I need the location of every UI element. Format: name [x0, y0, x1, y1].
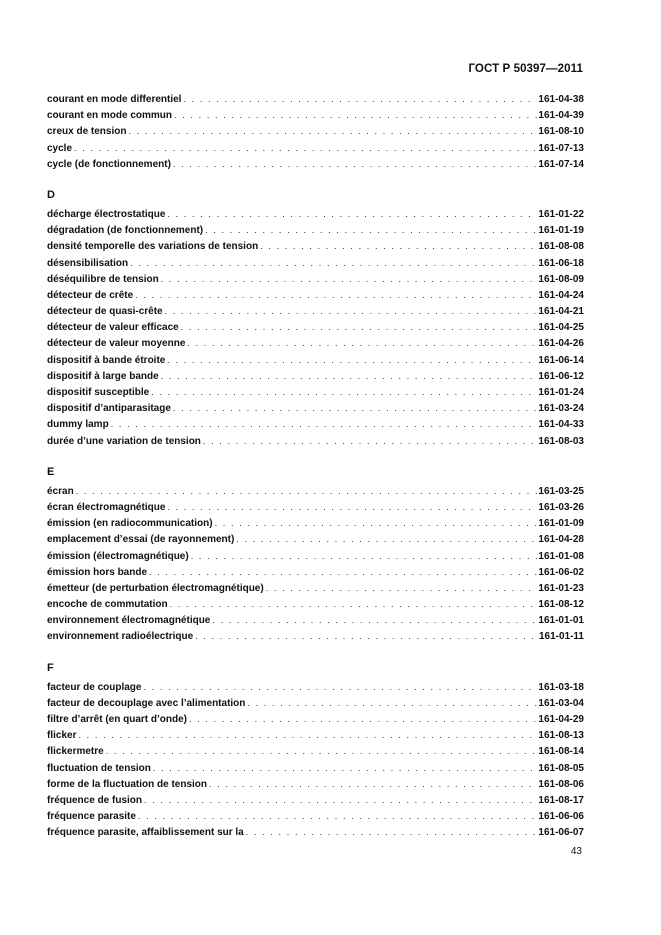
entry-term: dispositif d’antiparasitage [47, 403, 171, 415]
entry-reference: 161-08-12 [538, 599, 584, 611]
index-entry [47, 238, 584, 254]
index-entry [47, 548, 584, 564]
index-entry [47, 255, 584, 271]
dot-leader [247, 695, 537, 711]
index-entry [47, 760, 584, 776]
dot-leader [170, 596, 538, 612]
dot-leader [76, 483, 538, 499]
dot-leader [209, 776, 537, 792]
index-entry [47, 352, 584, 368]
index-entry [47, 743, 584, 759]
index-entry [47, 107, 584, 123]
entry-reference: 161-04-28 [538, 534, 584, 546]
dot-leader [167, 206, 537, 222]
index-entry [47, 287, 584, 303]
entry-term: encoche de commutation [47, 599, 168, 611]
entry-reference: 161-04-24 [538, 289, 584, 301]
dot-leader [161, 368, 538, 384]
entry-term: dispositif à large bande [47, 370, 159, 382]
entry-reference: 161-03-24 [538, 403, 584, 415]
dot-leader [161, 271, 538, 287]
entry-reference: 161-08-10 [538, 126, 584, 138]
entry-term: fréquence de fusion [47, 794, 143, 806]
entry-reference: 161-03-25 [538, 485, 584, 497]
entry-term: fréquence parasite, affaiblissement sur la [47, 827, 244, 839]
index-entry [47, 596, 584, 612]
index-entry [47, 384, 584, 400]
entry-term: creux de tension [47, 126, 127, 138]
entry-reference: 161-01-23 [538, 582, 584, 594]
entry-reference: 161-03-04 [538, 697, 584, 709]
entry-term: déséquilibre de tension [47, 273, 159, 285]
document-header: ГОСТ Р 50397—2011 [468, 63, 583, 75]
dot-leader [205, 222, 537, 238]
dot-leader [195, 628, 538, 644]
index-entry [47, 564, 584, 580]
dot-leader [149, 564, 537, 580]
index-section [47, 91, 584, 172]
entry-term: dispositif à bande étroite [47, 354, 166, 366]
index-entry [47, 91, 584, 107]
dot-leader [138, 808, 537, 824]
page-number: 43 [570, 846, 582, 857]
entry-reference: 161-08-14 [538, 746, 584, 758]
index-entry [47, 531, 584, 547]
entry-reference: 161-06-06 [538, 811, 584, 823]
dot-leader [181, 319, 538, 335]
entry-term: détecteur de valeur moyenne [47, 338, 186, 350]
entry-term: facteur de couplage [47, 681, 142, 693]
entry-reference: 161-01-19 [538, 225, 584, 237]
index-entry [47, 271, 584, 287]
entry-reference: 161-06-14 [538, 354, 584, 366]
entry-term: facteur de decouplage avec l’alimentation [47, 697, 246, 709]
index-entry [47, 206, 584, 222]
entry-term: flicker [47, 730, 77, 742]
entry-reference: 161-04-21 [538, 306, 584, 318]
entry-reference: 161-06-02 [538, 566, 584, 578]
entry-reference: 161-06-18 [538, 257, 584, 269]
entry-reference: 161-03-18 [538, 681, 584, 693]
index-entry [47, 400, 584, 416]
dot-leader [144, 792, 537, 808]
dot-leader [151, 384, 537, 400]
entry-reference: 161-08-08 [538, 241, 584, 253]
entry-reference: 161-01-22 [538, 208, 584, 220]
entry-term: courant en mode differentiel [47, 94, 182, 105]
index-entry [47, 499, 584, 515]
entry-reference: 161-04-26 [538, 338, 584, 350]
index-section [47, 657, 584, 841]
index-entry [47, 123, 584, 139]
section-letter: E [47, 465, 55, 478]
index-entry [47, 727, 584, 743]
entry-term: fluctuation de tension [47, 762, 151, 774]
entry-term: environnement électromagnétique [47, 615, 211, 627]
section-letter: F [47, 661, 54, 674]
dot-leader [143, 679, 537, 695]
index-entry [47, 824, 584, 840]
entry-term: densité temporelle des variations de tension [47, 241, 259, 253]
entry-term: écran [47, 485, 74, 497]
index-entry [47, 628, 584, 644]
entry-reference: 161-01-08 [538, 550, 584, 562]
entry-reference: 161-01-11 [538, 631, 584, 643]
dot-leader [173, 400, 537, 416]
dot-leader [135, 287, 537, 303]
entry-reference: 161-04-33 [538, 419, 584, 431]
entry-term: flickermetre [47, 746, 104, 758]
entry-reference: 161-04-39 [538, 110, 584, 122]
entry-reference: 161-04-25 [538, 322, 584, 334]
index-entry [47, 679, 584, 695]
index-section [47, 184, 584, 449]
dot-leader [111, 416, 538, 432]
entry-reference: 161-07-13 [538, 142, 584, 154]
dot-leader [246, 824, 538, 840]
index-entry [47, 776, 584, 792]
index-entry [47, 368, 584, 384]
dot-leader [153, 760, 538, 776]
index-content [47, 91, 584, 853]
index-entry [47, 156, 584, 172]
dot-leader [236, 531, 537, 547]
index-entry [47, 612, 584, 628]
index-section [47, 461, 584, 645]
index-entry [47, 483, 584, 499]
entry-term: détecteur de valeur efficace [47, 322, 179, 334]
entry-reference: 161-08-05 [538, 762, 584, 774]
index-entry [47, 711, 584, 727]
index-entry [47, 335, 584, 351]
entry-term: forme de la fluctuation de tension [47, 778, 208, 790]
entry-term: désensibilisation [47, 257, 129, 269]
entry-term: émetteur (de perturbation électromagnétique) [47, 582, 264, 594]
entry-reference: 161-08-03 [538, 435, 584, 447]
entry-reference: 161-03-26 [538, 501, 584, 513]
index-entry [47, 140, 584, 156]
entry-reference: 161-01-09 [538, 518, 584, 530]
dot-leader [130, 255, 537, 271]
index-entry [47, 792, 584, 808]
entry-reference: 161-04-38 [538, 94, 584, 105]
dot-leader [260, 238, 537, 254]
dot-leader [74, 140, 537, 156]
entry-term: détecteur de quasi-crête [47, 306, 163, 318]
dot-leader [165, 303, 538, 319]
entry-reference: 161-06-07 [538, 827, 584, 839]
index-entry [47, 515, 584, 531]
entry-reference: 161-08-06 [538, 778, 584, 790]
entry-reference: 161-08-13 [538, 730, 584, 742]
index-entry [47, 222, 584, 238]
entry-reference: 161-06-12 [538, 370, 584, 382]
entry-term: emplacement d’essai (de rayonnement) [47, 534, 235, 546]
entry-term: émission hors bande [47, 566, 148, 578]
entry-term: fréquence parasite [47, 811, 136, 823]
index-entry [47, 580, 584, 596]
dot-leader [191, 548, 538, 564]
entry-reference: 161-07-14 [538, 158, 584, 170]
entry-term: durée d’une variation de tension [47, 435, 201, 447]
entry-term: cycle [47, 142, 73, 154]
dot-leader [128, 123, 537, 139]
dot-leader [266, 580, 538, 596]
dot-leader [183, 91, 537, 107]
dot-leader [212, 612, 537, 628]
entry-term: dummy lamp [47, 419, 109, 431]
entry-term: cycle (de fonctionnement) [47, 158, 171, 170]
entry-reference: 161-08-09 [538, 273, 584, 285]
entry-reference: 161-01-24 [538, 387, 584, 398]
dot-leader [106, 743, 538, 759]
index-entry [47, 433, 584, 449]
entry-term: écran électromagnétique [47, 501, 166, 513]
dot-leader [78, 727, 537, 743]
entry-term: décharge électrostatique [47, 208, 166, 220]
dot-leader [174, 107, 537, 123]
index-entry [47, 416, 584, 432]
dot-leader [189, 711, 537, 727]
index-entry [47, 695, 584, 711]
entry-reference: 161-01-01 [538, 615, 584, 627]
dot-leader [167, 499, 537, 515]
entry-term: détecteur de crête [47, 289, 134, 301]
dot-leader [215, 515, 538, 531]
entry-term: émission (électromagnétique) [47, 550, 189, 562]
entry-reference: 161-08-17 [538, 794, 584, 806]
dot-leader [187, 335, 537, 351]
dot-leader [167, 352, 537, 368]
dot-leader [203, 433, 537, 449]
dot-leader [173, 156, 538, 172]
index-entry [47, 303, 584, 319]
section-letter: D [47, 188, 55, 201]
entry-term: filtre d’arrêt (en quart d’onde) [47, 714, 188, 725]
entry-term: environnement radioélectrique [47, 631, 194, 643]
entry-term: courant en mode commun [47, 110, 173, 122]
entry-reference: 161-04-29 [538, 714, 584, 725]
index-entry [47, 319, 584, 335]
entry-term: émission (en radiocommunication) [47, 518, 213, 530]
entry-term: dispositif susceptible [47, 387, 150, 398]
entry-term: dégradation (de fonctionnement) [47, 225, 204, 237]
index-entry [47, 808, 584, 824]
